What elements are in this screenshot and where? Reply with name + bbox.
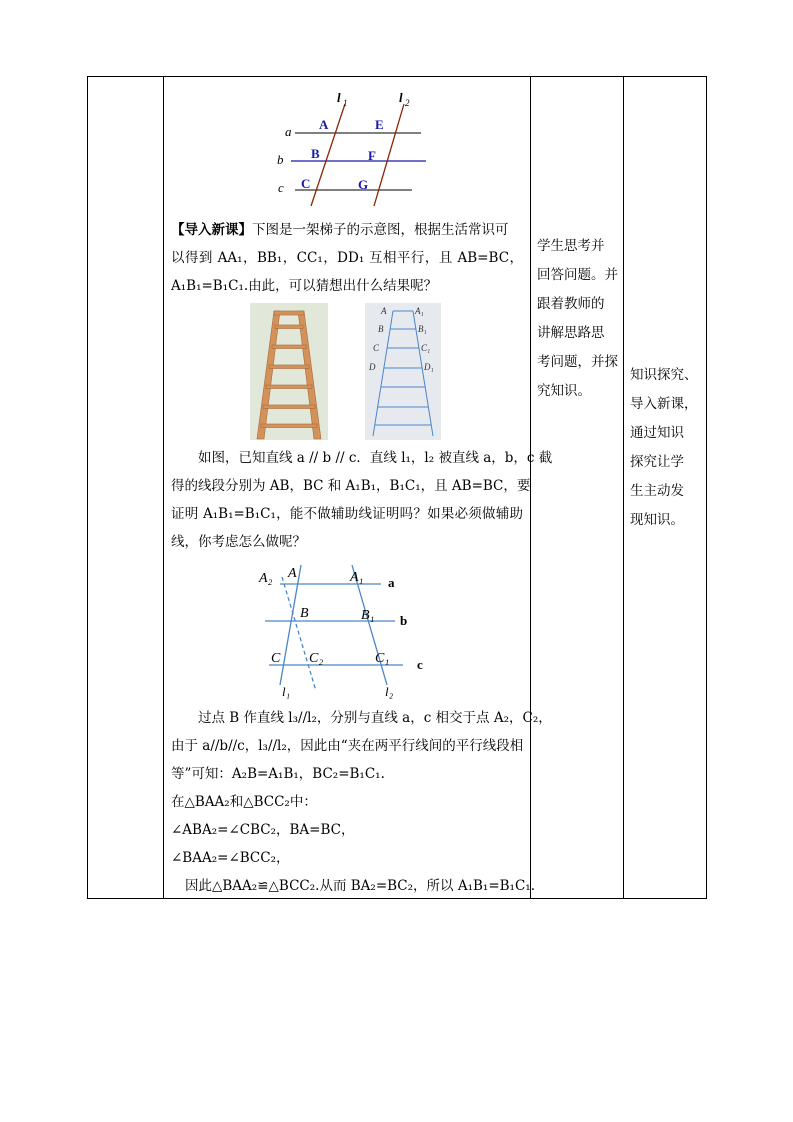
label-B1: B₁ xyxy=(361,608,375,623)
intro-line-2: 以得到 AA₁，BB₁，CC₁，DD₁ 互相平行，且 AB=BC， xyxy=(171,250,523,266)
proof-line-5: ∠ABA₂=∠CBC₂，BA=BC， xyxy=(171,822,355,838)
proof-line-6: ∠BAA₂=∠BCC₂， xyxy=(171,850,290,866)
label-line-c: c xyxy=(417,657,423,672)
label-C1: C₁ xyxy=(375,651,390,666)
label-l2: l xyxy=(399,90,403,105)
proof-line-7: 因此△BAA₂≌△BCC₂.从而 BA₂=BC₂，所以 A₁B₁=B₁C₁. xyxy=(185,878,535,894)
proof-paragraph xyxy=(171,704,552,900)
student-activity-line-5: 考问题，并探 xyxy=(537,354,618,370)
label-l2-sub: 2 xyxy=(405,98,410,108)
line-l1 xyxy=(280,565,301,685)
label-E: E xyxy=(375,117,384,132)
ladder-label-D1: D₁ xyxy=(424,362,434,372)
label-A2: A₂ xyxy=(259,571,273,586)
label-A: A xyxy=(288,566,297,581)
label-l1-sub: 1 xyxy=(343,98,348,108)
label-l2: l₂ xyxy=(385,684,394,699)
student-activity-cell xyxy=(537,232,621,406)
student-activity-line-3: 跟着教师的 xyxy=(537,296,605,312)
intro-paragraph xyxy=(171,216,523,300)
line-l3-dashed xyxy=(282,577,316,691)
label-B: B xyxy=(311,146,320,161)
design-intent-line-2: 导入新课， xyxy=(630,396,698,412)
proof-line-4: 在△BAA₂和△BCC₂中： xyxy=(171,794,317,810)
label-F: F xyxy=(368,148,376,163)
intro-line-3: A₁B₁=B₁C₁.由此，可以猜想出什么结果呢？ xyxy=(171,278,438,294)
question-line-4: 线，你考虑怎么做呢？ xyxy=(171,534,306,550)
label-G: G xyxy=(358,177,369,192)
parallel-lines-figure xyxy=(271,84,441,209)
label-A: A xyxy=(319,117,329,132)
ladder-label-B: B xyxy=(378,324,384,334)
column-divider-3 xyxy=(623,77,624,898)
design-intent-line-4: 探究让学 xyxy=(630,454,684,470)
label-C: C xyxy=(301,176,311,191)
proof-line-1: 过点 B 作直线 l₃//l₂，分别与直线 a，c 相交于点 A₂，C₂， xyxy=(198,710,552,726)
label-A1: A₁ xyxy=(350,570,364,585)
student-activity-line-2: 回答问题。并 xyxy=(537,267,618,283)
question-line-3: 证明 A₁B₁=B₁C₁，能不做辅助线证明吗？如果必须做辅助 xyxy=(171,506,523,522)
student-activity-line-1: 学生思考并 xyxy=(537,238,605,254)
label-l1: l xyxy=(337,90,341,105)
question-paragraph xyxy=(171,444,553,556)
design-intent-line-6: 现知识。 xyxy=(630,512,684,528)
label-l1: l₁ xyxy=(282,684,291,699)
column-divider-2 xyxy=(530,77,531,898)
design-intent-line-5: 生主动发 xyxy=(630,483,684,499)
proof-line-3: 等”可知：A₂B=A₁B₁，BC₂=B₁C₁. xyxy=(171,766,385,782)
intro-title: 【导入新课】 xyxy=(171,222,252,238)
design-intent-cell xyxy=(630,361,704,535)
design-intent-line-1: 知识探究、 xyxy=(630,367,698,383)
label-c: c xyxy=(278,180,284,195)
label-C2: C₂ xyxy=(309,651,324,666)
intro-line-1: 下图是一架梯子的示意图，根据生活常识可 xyxy=(252,222,509,238)
ladder-label-C: C xyxy=(373,343,380,353)
label-a: a xyxy=(285,124,292,139)
label-line-b: b xyxy=(400,613,408,628)
label-B: B xyxy=(300,606,309,621)
question-line-1: 如图，已知直线 a // b // c．直线 l₁，l₂ 被直线 a，b，c 截 xyxy=(198,450,553,466)
ladder-label-A: A xyxy=(381,306,387,316)
ladder-label-B1: B₁ xyxy=(418,324,427,334)
proof-figure xyxy=(253,559,438,699)
student-activity-line-6: 究知识。 xyxy=(537,383,591,399)
ladder-photo xyxy=(250,303,328,440)
ladder-diagram xyxy=(365,303,441,440)
label-line-a: a xyxy=(388,575,395,590)
proof-line-2: 由于 a//b//c，l₃//l₂，因此由“夹在两平行线间的平行线段相 xyxy=(171,738,524,754)
ladder-label-D: D xyxy=(369,362,376,372)
label-b: b xyxy=(277,152,284,167)
question-line-2: 得的线段分别为 AB，BC 和 A₁B₁，B₁C₁，且 AB=BC，要 xyxy=(171,478,531,494)
ladder-label-A1: A₁ xyxy=(415,306,424,316)
label-C: C xyxy=(271,651,281,666)
teaching-content-cell xyxy=(163,76,553,899)
design-intent-line-3: 通过知识 xyxy=(630,425,684,441)
ladder-label-C1: C₁ xyxy=(421,343,431,353)
student-activity-line-4: 讲解思路思 xyxy=(537,325,605,341)
